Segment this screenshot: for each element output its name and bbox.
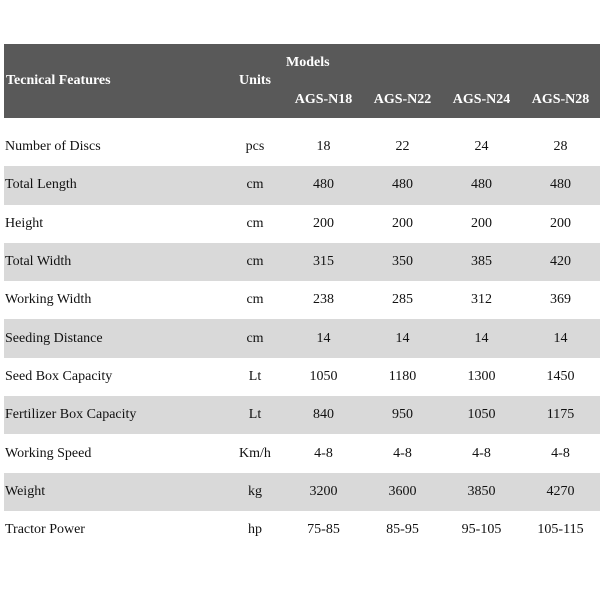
value-cell: 480 [521, 166, 600, 204]
model-header-ags-n24: AGS-N24 [442, 82, 521, 118]
value-cell: 28 [521, 118, 600, 166]
value-cell: 3600 [363, 473, 442, 511]
unit-cell: cm [226, 166, 284, 204]
table-row [4, 118, 600, 166]
value-cell: 480 [284, 166, 363, 204]
header-row-top [4, 44, 600, 82]
value-cell: 200 [442, 205, 521, 243]
value-cell: 3850 [442, 473, 521, 511]
feature-cell: Height [4, 205, 226, 243]
unit-cell: Km/h [226, 434, 284, 472]
value-cell: 350 [363, 243, 442, 281]
value-cell: 312 [442, 281, 521, 319]
value-cell: 4270 [521, 473, 600, 511]
unit-cell: cm [226, 281, 284, 319]
value-cell: 1180 [363, 358, 442, 396]
value-cell: 14 [521, 319, 600, 357]
table-row [4, 243, 600, 281]
table-row [4, 358, 600, 396]
unit-cell: cm [226, 243, 284, 281]
value-cell: 315 [284, 243, 363, 281]
feature-cell: Working Speed [4, 434, 226, 472]
value-cell: 105-115 [521, 511, 600, 549]
unit-cell: cm [226, 205, 284, 243]
feature-cell: Total Width [4, 243, 226, 281]
technical-specs-table [4, 44, 600, 549]
feature-cell: Number of Discs [4, 118, 226, 166]
value-cell: 285 [363, 281, 442, 319]
table-row [4, 319, 600, 357]
value-cell: 4-8 [284, 434, 363, 472]
value-cell: 3200 [284, 473, 363, 511]
value-cell: 1050 [284, 358, 363, 396]
unit-cell: hp [226, 511, 284, 549]
value-cell: 200 [363, 205, 442, 243]
value-cell: 1175 [521, 396, 600, 434]
value-cell: 1050 [442, 396, 521, 434]
technical-features-header: Tecnical Features [4, 44, 226, 118]
value-cell: 200 [284, 205, 363, 243]
value-cell: 4-8 [442, 434, 521, 472]
value-cell: 420 [521, 243, 600, 281]
value-cell: 24 [442, 118, 521, 166]
unit-cell: Lt [226, 358, 284, 396]
value-cell: 95-105 [442, 511, 521, 549]
value-cell: 75-85 [284, 511, 363, 549]
value-cell: 14 [284, 319, 363, 357]
feature-cell: Total Length [4, 166, 226, 204]
value-cell: 22 [363, 118, 442, 166]
table-row [4, 396, 600, 434]
value-cell: 200 [521, 205, 600, 243]
model-header-ags-n28: AGS-N28 [521, 82, 600, 118]
feature-cell: Weight [4, 473, 226, 511]
units-header: Units [226, 44, 284, 118]
table-body [4, 118, 600, 549]
value-cell: 385 [442, 243, 521, 281]
value-cell: 4-8 [521, 434, 600, 472]
value-cell: 18 [284, 118, 363, 166]
feature-cell: Tractor Power [4, 511, 226, 549]
value-cell: 369 [521, 281, 600, 319]
table-row [4, 473, 600, 511]
value-cell: 4-8 [363, 434, 442, 472]
unit-cell: cm [226, 319, 284, 357]
value-cell: 14 [442, 319, 521, 357]
table-row [4, 205, 600, 243]
table-row [4, 166, 600, 204]
feature-cell: Seeding Distance [4, 319, 226, 357]
feature-cell: Seed Box Capacity [4, 358, 226, 396]
value-cell: 14 [363, 319, 442, 357]
model-header-ags-n18: AGS-N18 [284, 82, 363, 118]
model-header-ags-n22: AGS-N22 [363, 82, 442, 118]
unit-cell: pcs [226, 118, 284, 166]
table-row [4, 281, 600, 319]
unit-cell: kg [226, 473, 284, 511]
unit-cell: Lt [226, 396, 284, 434]
value-cell: 480 [442, 166, 521, 204]
feature-cell: Working Width [4, 281, 226, 319]
value-cell: 238 [284, 281, 363, 319]
value-cell: 480 [363, 166, 442, 204]
value-cell: 1300 [442, 358, 521, 396]
feature-cell: Fertilizer Box Capacity [4, 396, 226, 434]
value-cell: 1450 [521, 358, 600, 396]
models-header: Models [284, 44, 600, 82]
table-row [4, 434, 600, 472]
value-cell: 85-95 [363, 511, 442, 549]
table-row [4, 511, 600, 549]
table-header [4, 44, 600, 118]
value-cell: 950 [363, 396, 442, 434]
value-cell: 840 [284, 396, 363, 434]
